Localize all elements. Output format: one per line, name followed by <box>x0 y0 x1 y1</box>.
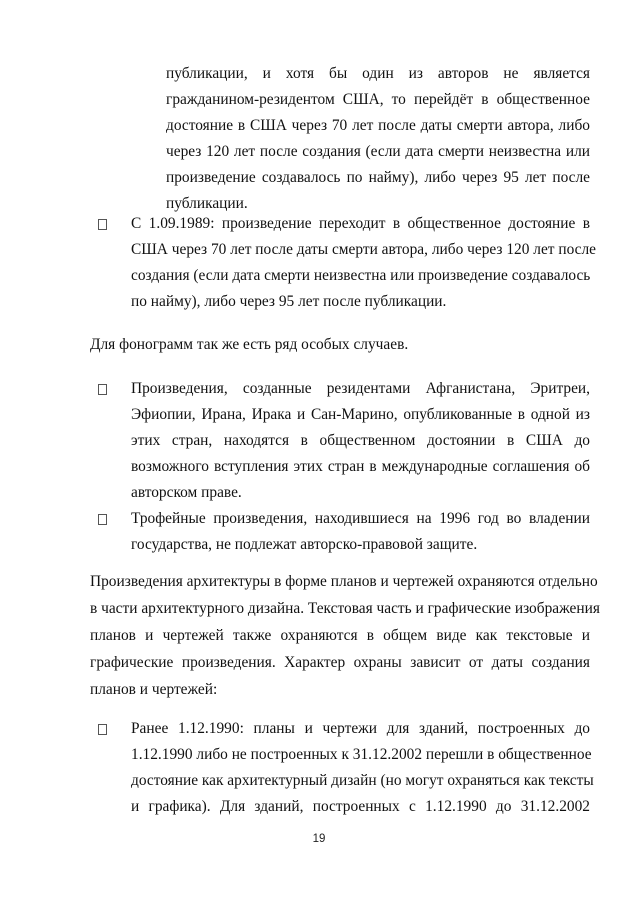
text-line: публикации. <box>166 195 248 212</box>
text-line: 1.12.1990 либо не построенных к 31.12.2002 перешли в общественное <box>131 746 592 763</box>
text-line: планов и чертежей: <box>90 681 218 698</box>
text-line: США через 70 лет после даты смерти автора, либо через 120 лет после <box>131 241 597 258</box>
text-line: Произведения, созданные резидентами Афганистана, Эритреи, <box>131 380 590 397</box>
paragraph: Для фонограмм так же есть ряд особых случаев. <box>90 336 409 353</box>
text-line: достояние в США через 70 лет после даты смерти автора, либо <box>166 117 590 134</box>
text-line: Произведения архитектуры в форме планов и чертежей охраняются отдельно <box>90 573 598 590</box>
text-line: создания (если дата смерти неизвестна или произведение создавалось <box>131 267 591 284</box>
text-line: по найму), либо через 95 лет после публикации. <box>131 293 447 310</box>
text-line: гражданином-резидентом США, то перейдёт в общественное <box>166 91 590 108</box>
bullet-box-icon <box>98 384 107 395</box>
text-line: планов и чертежей также охраняются в общем виде как текстовые и <box>90 627 590 644</box>
text-line: возможного вступления этих стран в международные соглашения об <box>131 458 590 475</box>
bullet-box-icon <box>98 514 107 525</box>
bullet-box-icon <box>98 724 107 735</box>
text-line: Трофейные произведения, находившиеся на 1996 год во владении <box>131 510 590 527</box>
text-line: Эфиопии, Ирана, Ирака и Сан-Марино, опубликованные в одной из <box>131 406 590 423</box>
text-line: в части архитектурного дизайна. Текстовая часть и графические изображения <box>90 600 600 617</box>
bullet-box-icon <box>98 219 107 230</box>
text-line: публикации, и хотя бы один из авторов не является <box>166 65 590 82</box>
text-line: этих стран, находятся в общественном достоянии в США до <box>131 432 590 449</box>
text-line: произведение создавалось по найму), либо через 95 лет после <box>166 169 590 186</box>
text-line: графические произведения. Характер охраны зависит от даты создания <box>90 654 590 671</box>
text-line: государства, не подлежат авторско-правовой защите. <box>131 536 478 553</box>
text-line: через 120 лет после создания (если дата смерти неизвестна или <box>166 143 590 160</box>
text-line: Ранее 1.12.1990: планы и чертежи для зданий, построенных до <box>131 720 590 737</box>
page-number: 19 <box>312 833 326 845</box>
text-line: и графика). Для зданий, построенных с 1.12.1990 до 31.12.2002 <box>131 798 590 815</box>
text-line: авторском праве. <box>131 484 242 501</box>
text-line: достояние как архитектурный дизайн (но могут охраняться как тексты <box>131 772 594 789</box>
text-line: С 1.09.1989: произведение переходит в общественное достояние в <box>131 215 590 232</box>
